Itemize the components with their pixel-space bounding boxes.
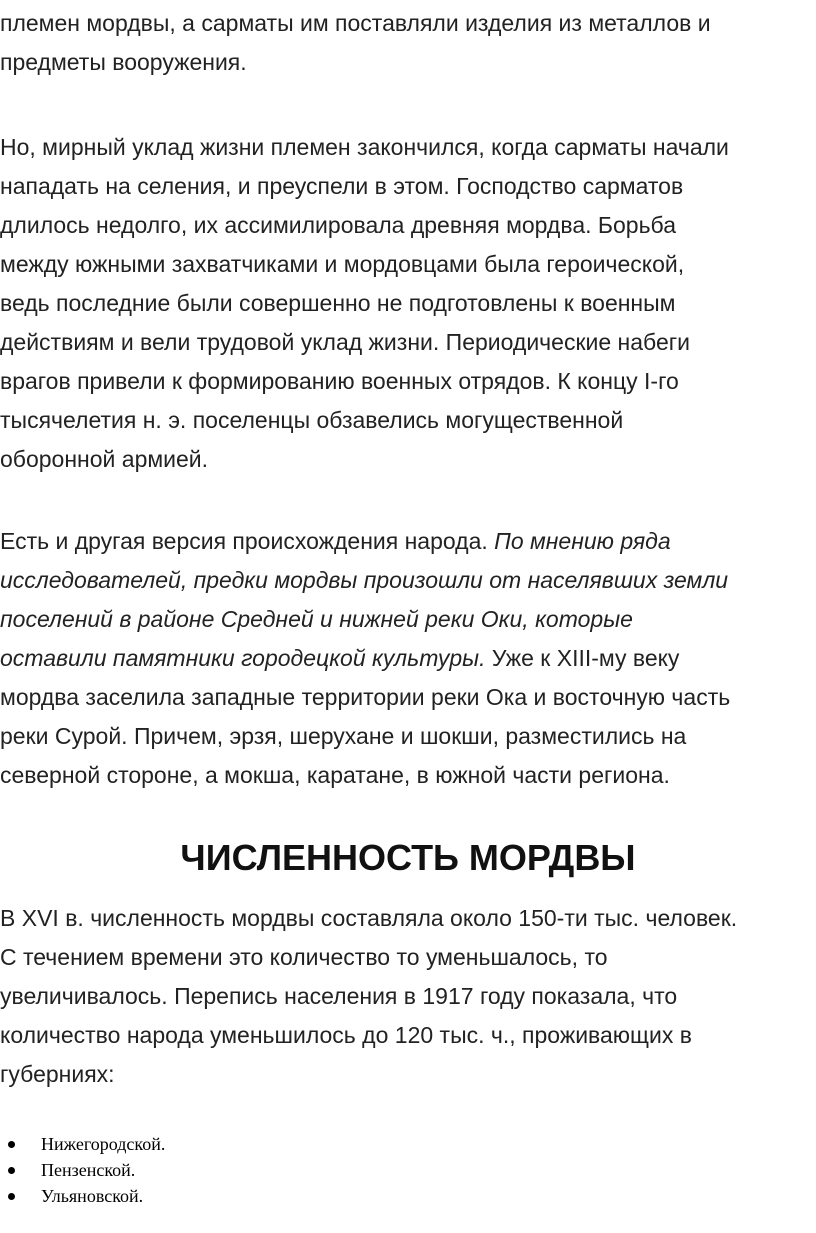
text-line: длилось недолго, их ассимилировала древняя мордва. Борьба	[0, 212, 676, 238]
list-item	[0, 1157, 165, 1183]
paragraph-population	[0, 899, 816, 1094]
text-line: ведь последние были совершенно не подготовлены к военным	[0, 290, 676, 316]
text-line: тысячелетия н. э. поселенцы обзавелись могущественной	[0, 407, 624, 433]
text-line: увеличивалось. Перепись населения в 1917 году показала, что	[0, 983, 678, 1009]
list-item	[0, 1131, 165, 1157]
list-item	[0, 1183, 165, 1209]
bullet-dot-icon	[8, 1167, 15, 1174]
text-line	[0, 639, 816, 678]
paragraph-sarmatians-trade	[0, 4, 816, 82]
text-line: между южными захватчиками и мордовцами была героической,	[0, 251, 685, 277]
text-line: предметы вооружения.	[0, 49, 247, 75]
text-line: мордва заселила западные территории реки Ока и восточную часть	[0, 684, 731, 710]
section-heading: ЧИСЛЕННОСТЬ МОРДВЫ	[180, 837, 636, 878]
text-line: реки Сурой. Причем, эрзя, шерухане и шокши, разместились на	[0, 723, 687, 749]
text-plain: Есть и другая версия происхождения народа.	[0, 528, 495, 554]
text-line: врагов привели к формированию военных отрядов. К концу I-го	[0, 368, 679, 394]
text-line: нападать на селения, и преуспели в этом. Господство сарматов	[0, 173, 684, 199]
bullet-dot-icon	[8, 1141, 15, 1148]
text-line: количество народа уменьшилось до 120 тыс. ч., проживающих в	[0, 1022, 692, 1048]
list-item-label: Пензенской.	[41, 1160, 136, 1180]
paragraph-sarmatian-raids	[0, 128, 816, 479]
text-line-italic: исследователей, предки мордвы произошли от населявших земли	[0, 567, 729, 593]
list-item-label: Ульяновской.	[41, 1186, 144, 1206]
text-line: действиям и вели трудовой уклад жизни. Периодические набеги	[0, 329, 690, 355]
text-line: С течением времени это количество то уменьшалось, то	[0, 944, 608, 970]
paragraph-origin-version	[0, 522, 816, 795]
province-list	[0, 1131, 165, 1209]
text-line: оборонной армией.	[0, 446, 209, 472]
text-line: В XVI в. численность мордвы составляла около 150-ти тыс. человек.	[0, 905, 738, 931]
text-italic: По мнению ряда	[494, 528, 671, 554]
bullet-dot-icon	[8, 1193, 15, 1200]
text-line: губерниях:	[0, 1061, 115, 1087]
text-line: племен мордвы, а сарматы им поставляли изделия из металлов и	[0, 10, 711, 36]
list-item-label: Нижегородской.	[41, 1134, 166, 1154]
text-line: Но, мирный уклад жизни племен закончился, когда сарматы начали	[0, 134, 729, 160]
text-line: северной стороне, а мокша, каратане, в южной части региона.	[0, 762, 670, 788]
text-plain: Уже к XIII-му веку	[485, 645, 680, 671]
text-line	[0, 522, 816, 561]
text-line-italic: поселений в районе Средней и нижней реки Оки, которые	[0, 606, 633, 632]
text-italic: оставили памятники городецкой культуры.	[0, 645, 486, 671]
